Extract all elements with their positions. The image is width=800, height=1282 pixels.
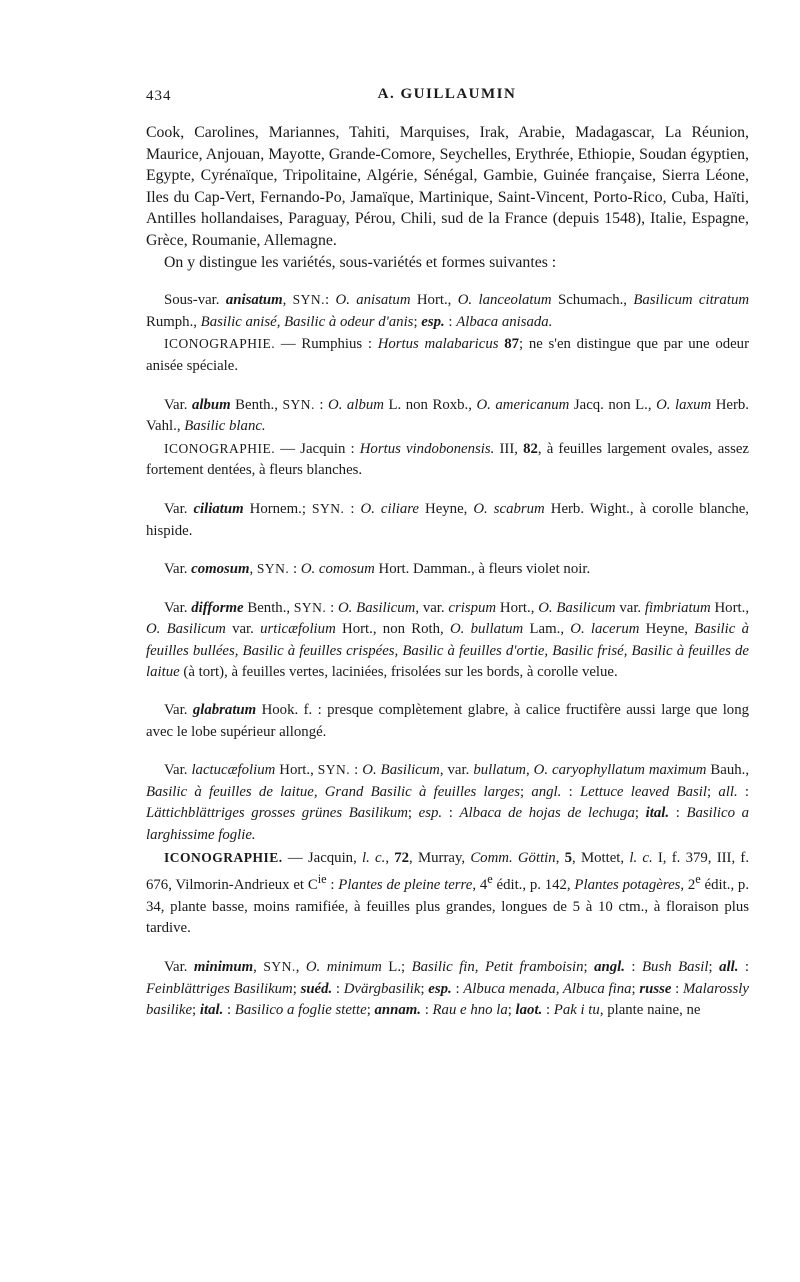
taxon-name: ciliatum bbox=[193, 500, 244, 517]
entry-minimum: Var. minimum, SYN., O. minimum L.; Basilic fin, Petit framboisin; angl. : Bush Basil; all. : Feinblättriges Basilikum; suéd. : Dvärgbasilik; esp. : Albuca menada, Albuca fina; russe : Malarossly basilike; ital. : Basilico a foglie stette; annam. : Rau e hno la; laot. : Pak i tu, plante naine, ne bbox=[146, 958, 750, 1019]
page-header bbox=[146, 84, 748, 108]
page-body bbox=[146, 122, 749, 1022]
running-head: A. GUILLAUMIN bbox=[377, 86, 517, 102]
taxon-name: comosum bbox=[191, 561, 250, 578]
page-number: 434 bbox=[146, 88, 172, 104]
entry-comosum: Var. comosum, SYN. : O. comosum Hort. Damman., à fleurs violet noir. bbox=[164, 561, 591, 578]
taxon-name: album bbox=[191, 396, 231, 413]
entry-ciliatum: Var. ciliatum Hornem.; SYN. : O. ciliare Heyne, O. scabrum Herb. Wight., à corolle blanche, hispide. bbox=[146, 500, 749, 539]
entry-album-iconography: ICONOGRAPHIE. — Jacquin : Hortus vindobonensis. III, 82, à feuilles largement ovales, assez fortement dentées, à fleurs blanches. bbox=[146, 440, 749, 479]
taxon-name: glabratum bbox=[192, 702, 257, 719]
varieties-intro: On y distingue les variétés, sous-variétés et formes suivantes : bbox=[164, 253, 557, 271]
taxon-name: minimum bbox=[193, 958, 254, 975]
entry-anisatum-iconography: ICONOGRAPHIE. — Rumphius : Hortus malabaricus 87; ne s'en distingue que par une odeur anisée spéciale. bbox=[146, 336, 750, 374]
taxon-name: lactucæfolium bbox=[191, 762, 276, 779]
taxon-name: difforme bbox=[191, 599, 244, 616]
entry-difforme: Var. difforme Benth., SYN. : O. Basilicum, var. crispum Hort., O. Basilicum var. fimbriatum Hort., O. Basilicum var. urticæfolium Hort., non Roth, O. bullatum Lam., O. lacerum Heyne, Basilic à feuilles bullées, Basilic à feuilles crispées, Basilic à feuilles d'ortie, Basilic frisé, Basilic à feuilles de laitue (à tort), à feuilles vertes, laciniées, frisolées sur les bords, à corolle velue. bbox=[146, 599, 750, 681]
distribution-paragraph: Cook, Carolines, Mariannes, Tahiti, Marquises, Irak, Arabie, Madagascar, La Réunion, Maurice, Anjouan, Mayotte, Grande-Comore, Seychelles, Erythrée, Ethiopie, Soudan égyptien, Egypte, Cyrénaïque, Tripolitaine, Algérie, Sénégal, Gambie, Guinée française, Sierra Léone, Iles du Cap-Vert, Fernando-Po, Jamaïque, Martinique, Saint-Vincent, Porto-Rico, Cuba, Haïti, Antilles hollandaises, Paraguay, Pérou, Chili, sud de la France (depuis 1548), Italie, Espagne, Grèce, Roumanie, Allemagne. bbox=[146, 124, 749, 249]
entry-lactucaefolium-iconography: ICONOGRAPHIE. — Jacquin, l. c., 72, Murray, Comm. Göttin, 5, Mottet, l. c. I, f. 379, III, f. 676, Vilmorin-Andrieux et $C^{ie}$ : Plantes de pleine terre, 4e édit., p. 142, Plantes potagères, 2e édit., p. 34, plante basse, moins ramifiée, à feuilles plus grandes, longues de 5 à 10 ctm., à floraison plus tardive. bbox=[146, 849, 750, 937]
entry-lactucaefolium: Var. lactucæfolium Hort., SYN. : O. Basilicum, var. bullatum, O. caryophyllatum maximum Bauh., Basilic à feuilles de laitue, Grand Basilic à feuilles larges; angl. : Lettuce leaved Basil; all. : Lättichblättriges grosses grünes Basilikum; esp. : Albaca de hojas de lechuga; ital. : Basilico a larghissime foglie. bbox=[146, 762, 750, 844]
entry-anisatum: Sous-var. anisatum, SYN.: O. anisatum Hort., O. lanceolatum Schumach., Basilicum citratum Rumph., Basilic anisé, Basilic à odeur d'anis; esp. : Albaca anisada. bbox=[146, 292, 750, 330]
entry-album: Var. album Benth., SYN. : O. album L. non Roxb., O. americanum Jacq. non L., O. laxum Herb. Vahl., Basilic blanc. bbox=[146, 396, 749, 435]
taxon-name: anisatum bbox=[225, 292, 283, 309]
entry-glabratum: Var. glabratum Hook. f. : presque complètement glabre, à calice fructifère aussi large que long avec le lobe supérieur allongé. bbox=[146, 702, 750, 740]
